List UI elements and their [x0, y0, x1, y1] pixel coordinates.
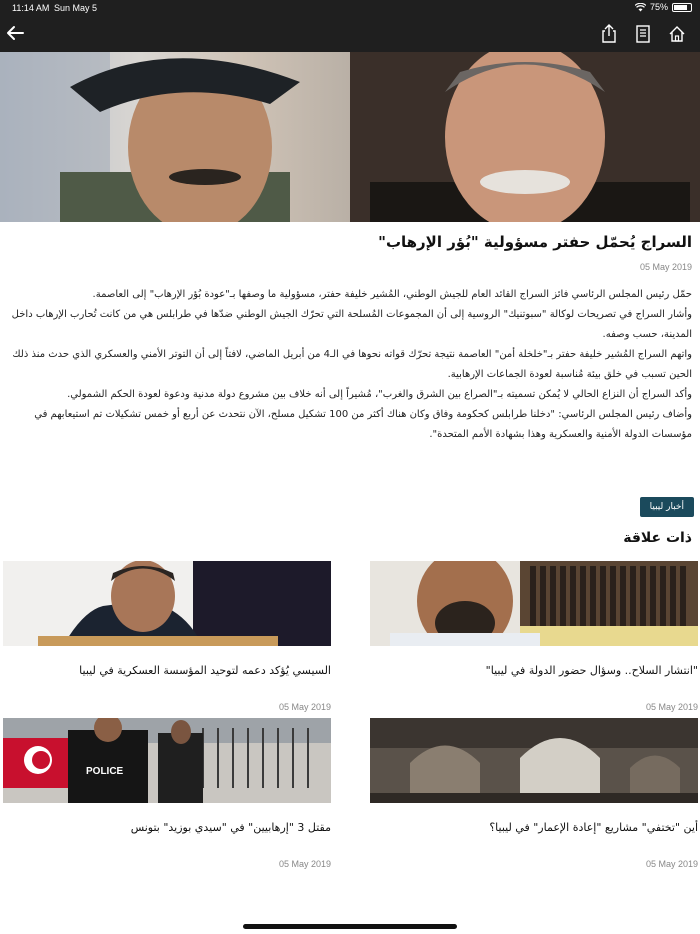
back-button[interactable]	[6, 24, 28, 44]
related-card-date: 05 May 2019	[645, 702, 698, 712]
article-paragraph: واتهم السراج المُشير خليفة حفتر بـ"خلخلة أمن" العاصمة نتيجة تحرّك قواته نحوها في الـ4 من أبريل الماضي، لافتاً إلى أن التوتر الأمني والعسكري الذي حدث منذ ذلك الحين تسبب في خلق بيئة مُناسبة لعودة الجماعات الإرهابية.	[12, 349, 692, 380]
related-thumbnail[interactable]	[370, 561, 698, 646]
related-card[interactable]	[3, 718, 331, 869]
status-right	[635, 2, 692, 12]
related-card-date: 05 May 2019	[645, 859, 698, 869]
related-card-title[interactable]: أين "تختفي" مشاريع "إعادة الإعمار" في ليبيا؟	[489, 821, 698, 834]
article-headline: السراج يُحمّل حفتر مسؤولية "بُؤر الإرهاب"	[378, 233, 692, 251]
article-paragraph: وأشار السراج في تصريحات لوكالة "سبوتنيك" الروسية إلى أن المجموعات المُسلحة التي تحرّك الجيش الوطني ضدّها في طرابلس هي من كانت تُحارب الإرهاب داخل المدينة، حسب وصفه.	[11, 309, 692, 340]
hero-photo-left	[0, 52, 350, 222]
police-label: POLICE	[86, 766, 124, 777]
category-tag[interactable]: أخبار ليبيا	[640, 497, 694, 517]
status-time: 11:14 AM	[12, 3, 50, 13]
article-paragraph: وأكد السراج أن النزاع الحالي لا يُمكن تسميته بـ"الصراع بين الشرق والغرب"، مُشيراً إلى أنه خلاف بين مشروع دولة مدنية ودعوة لعودة الحكم الشمولي.	[67, 389, 692, 400]
bookmark-button[interactable]	[634, 24, 654, 44]
related-heading: ذات علاقة	[623, 530, 692, 546]
related-card-title[interactable]: "انتشار السلاح.. وسؤال حضور الدولة في ليبيا"	[485, 664, 698, 677]
related-card[interactable]	[3, 561, 331, 712]
top-bar	[0, 0, 700, 52]
related-thumbnail[interactable]	[3, 561, 331, 646]
related-thumbnail[interactable]	[370, 718, 698, 803]
article-paragraph: وأضاف رئيس المجلس الرئاسي: "دخلنا طرابلس كحكومة وفاق وكان هناك أكثر من 100 تشكيل مسلح، الآن نتحدث عن أربع أو خمس تشكيلات تم استيعابهم في مؤسسات الدولة الأمنية والعسكرية وهذا بشهادة الأمم المتحدة".	[34, 409, 692, 440]
home-icon	[668, 24, 686, 44]
hero-image	[0, 52, 700, 222]
article-paragraph: حمّل رئيس المجلس الرئاسي فائز السراج القائد العام للجيش الوطني، المُشير خليفة حفتر، مسؤولية ما وصفها بـ"عودة بُؤر الإرهاب" إلى العاصمة.	[92, 289, 692, 300]
share-button[interactable]	[600, 24, 620, 44]
article-body	[2, 285, 692, 445]
wifi-icon	[635, 3, 646, 12]
related-thumbnail[interactable]	[3, 718, 331, 803]
related-card-title[interactable]: السيسي يُؤكد دعمه لتوحيد المؤسسة العسكرية في ليبيا	[79, 664, 331, 677]
hero-photo-right	[350, 52, 700, 222]
related-card-date: 05 May 2019	[278, 859, 331, 869]
related-card-date: 05 May 2019	[278, 702, 331, 712]
related-card-title[interactable]: مقتل 3 "إرهابيين" في "سيدي بوزيد" بتونس	[130, 821, 331, 834]
battery-percent: 75%	[649, 2, 668, 12]
related-card[interactable]	[370, 561, 698, 712]
article-date: 05 May 2019	[639, 262, 692, 272]
battery-icon	[672, 3, 692, 12]
status-date: Sun May 5	[54, 3, 98, 13]
home-button[interactable]	[668, 24, 688, 44]
share-icon	[600, 24, 618, 44]
home-indicator[interactable]	[243, 924, 457, 929]
related-card[interactable]	[370, 718, 698, 869]
back-arrow-icon	[6, 24, 26, 42]
bookmark-icon	[634, 24, 652, 44]
